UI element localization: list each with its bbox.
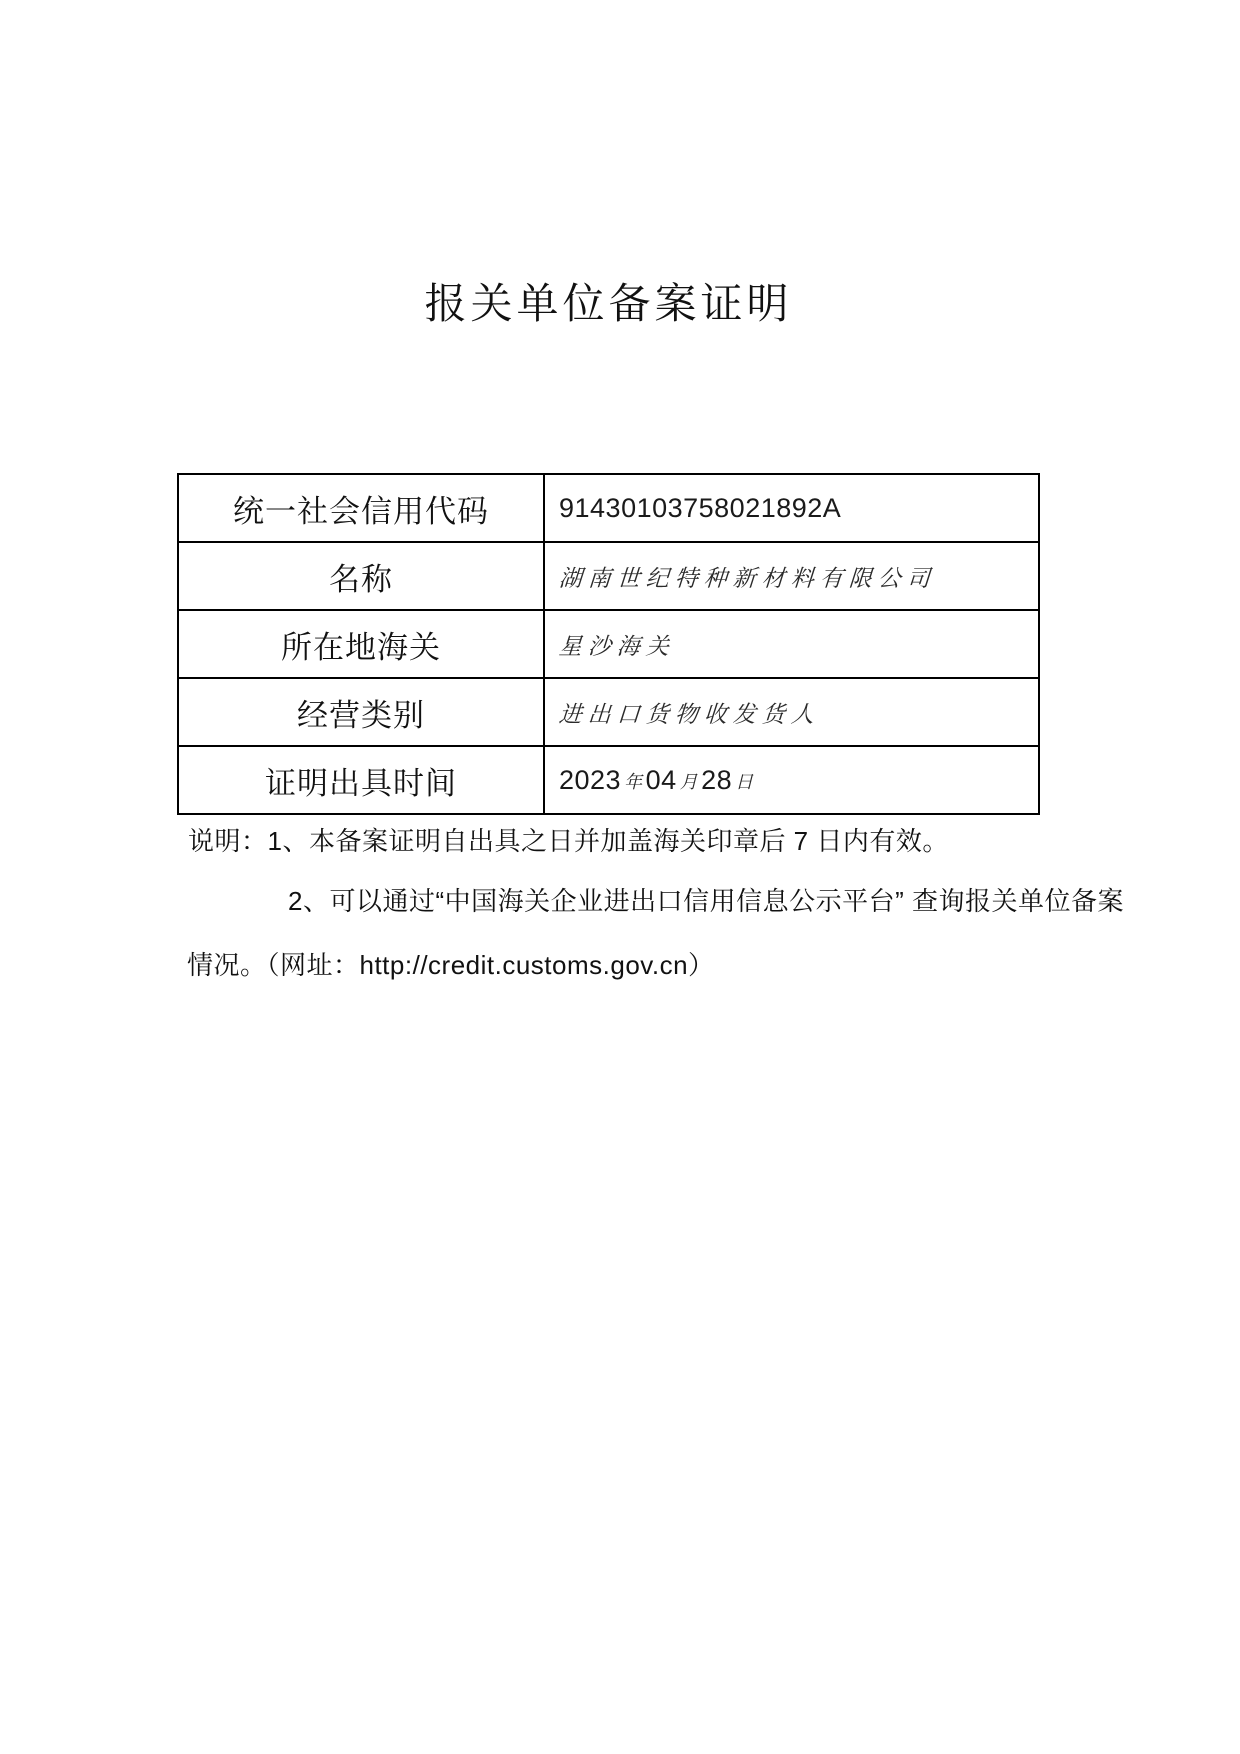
note-line-3: 情况。（网址：http://credit.customs.gov.cn） (187, 950, 715, 980)
registration-table (177, 473, 1040, 815)
row-label: 统一社会信用代码 (179, 475, 545, 541)
issue-date-day-unit: 日 (735, 771, 754, 792)
row-value-cell (545, 543, 1038, 609)
row-label: 所在地海关 (179, 611, 545, 677)
note-line-1: 说明：1、本备案证明自出具之日并加盖海关印章后 7 日内有效。 (188, 826, 949, 856)
row-label: 证明出具时间 (179, 747, 545, 813)
row-label: 名称 (179, 543, 545, 609)
issue-date-month-unit: 月 (679, 771, 699, 792)
row-value-cell (545, 475, 1038, 541)
issue-date-day: 28 (701, 764, 733, 795)
row-label: 经营类别 (179, 679, 545, 745)
table-row-company-name (179, 543, 1038, 611)
table-row-business-category (179, 679, 1038, 747)
table-row-credit-code (179, 475, 1038, 543)
row-value-cell (545, 611, 1038, 677)
business-category-value: 进出口货物收发货人 (557, 701, 821, 727)
document-title: 报关单位备案证明 (424, 280, 793, 327)
row-value-cell (545, 747, 1038, 813)
issue-date-month: 04 (645, 764, 677, 795)
row-value-cell (545, 679, 1038, 745)
table-row-issue-date (179, 747, 1038, 813)
credit-code-value: 91430103758021892A (559, 492, 842, 523)
table-row-customs-office (179, 611, 1038, 679)
issue-date-value (559, 765, 757, 796)
issue-date-year: 2023 (559, 764, 622, 795)
company-name-value: 湖南世纪特种新材料有限公司 (557, 565, 937, 591)
note-line-2: 2、可以通过“中国海关企业进出口信用信息公示平台” 查询报关单位备案 (288, 886, 1125, 916)
customs-office-value: 星沙海关 (557, 633, 676, 659)
issue-date-year-unit: 年 (624, 771, 643, 792)
